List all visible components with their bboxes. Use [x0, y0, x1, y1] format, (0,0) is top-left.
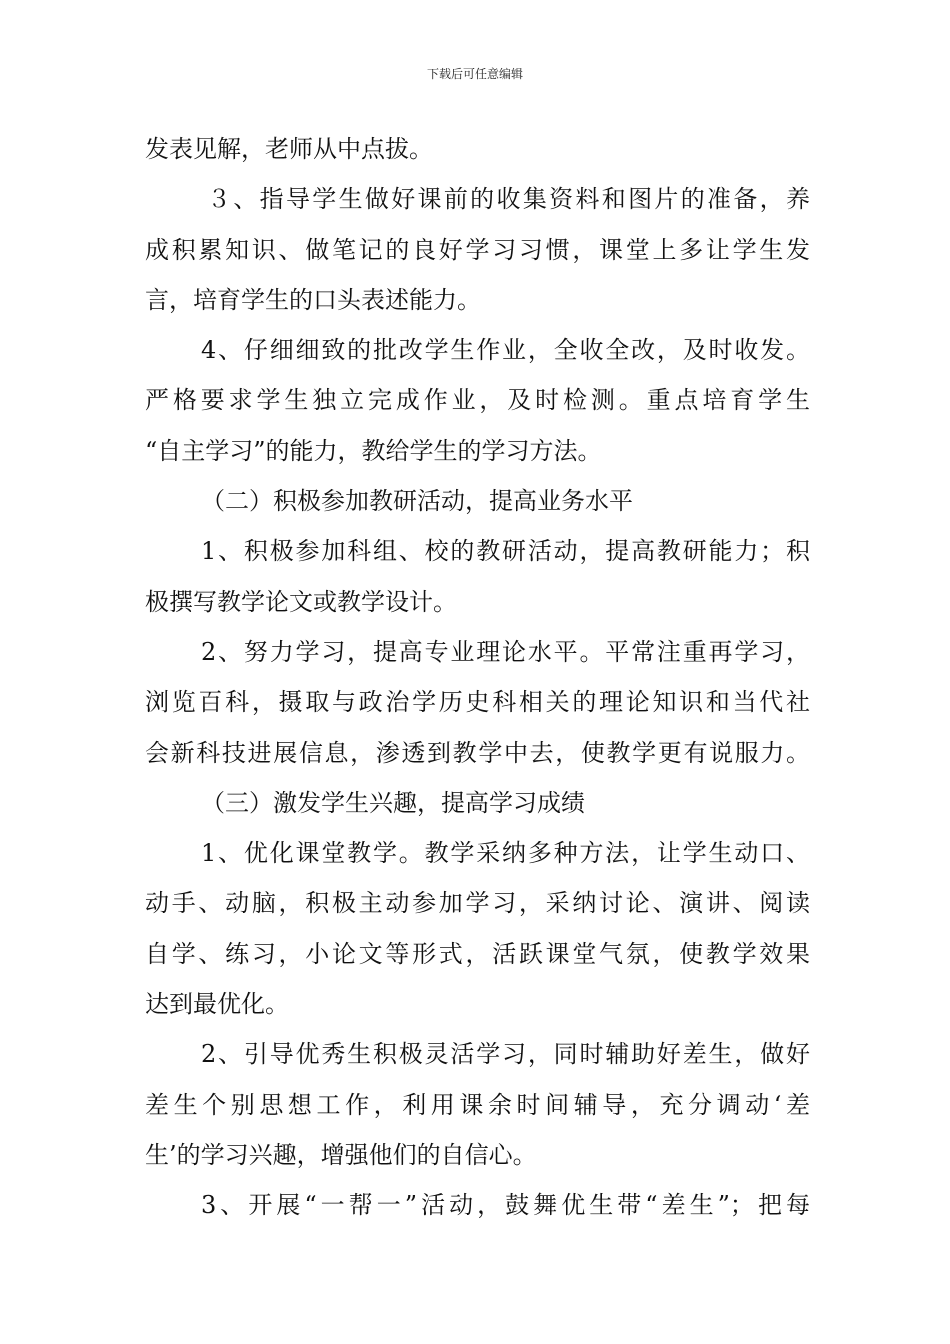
paragraph-line: 达到最优化。	[145, 990, 289, 1019]
paragraph-line: 1、优化课堂教学。教学采纳多种方法，让学生动口、	[201, 839, 810, 868]
paragraph-line: 3、开展“一帮一”活动，鼓舞优生带“差生”；把每	[201, 1191, 810, 1220]
paragraph-line: 严格要求学生独立完成作业，及时检测。重点培育学生	[145, 386, 810, 415]
paragraph-line: 1、积极参加科组、校的教研活动，提高教研能力；积	[201, 537, 810, 566]
section-heading: （二）积极参加教研活动，提高业务水平	[201, 487, 633, 516]
paragraph-line: 动手、动脑，积极主动参加学习，采纳讨论、演讲、阅读	[145, 889, 810, 918]
paragraph-line: 4、仔细细致的批改学生作业，全收全改，及时收发。	[201, 336, 810, 365]
paragraph-line: 2、引导优秀生积极灵活学习，同时辅助好差生，做好	[201, 1040, 810, 1069]
document-body	[145, 124, 810, 1231]
paragraph-line: ３、指导学生做好课前的收集资料和图片的准备，养	[207, 185, 810, 214]
page-header: 下载后可任意编辑	[426, 67, 523, 81]
paragraph-line: 会新科技进展信息，渗透到教学中去，使教学更有说服力。	[145, 738, 810, 767]
paragraph-line: 自学、练习，小论文等形式，活跃课堂气氛，使教学效果	[145, 939, 810, 968]
paragraph-line: 极撰写教学论文或教学设计。	[145, 587, 457, 616]
paragraph-line: 2、努力学习，提高专业理论水平。平常注重再学习，	[201, 637, 810, 666]
paragraph-line: 成积累知识、做笔记的良好学习习惯，课堂上多让学生发	[145, 235, 810, 264]
paragraph-line: 生’的学习兴趣，增强他们的自信心。	[145, 1140, 537, 1169]
paragraph-line: 言，培育学生的口头表述能力。	[145, 285, 481, 314]
paragraph-line: 差生个别思想工作，利用课余时间辅导，充分调动‘差	[145, 1090, 810, 1119]
paragraph-line: 发表见解，老师从中点拔。	[145, 135, 433, 163]
paragraph-line: “自主学习”的能力，教给学生的学习方法。	[145, 436, 602, 465]
section-heading: （三）激发学生兴趣，提高学习成绩	[201, 788, 585, 817]
paragraph-line: 浏览百科，摄取与政治学历史科相关的理论知识和当代社	[145, 688, 810, 717]
